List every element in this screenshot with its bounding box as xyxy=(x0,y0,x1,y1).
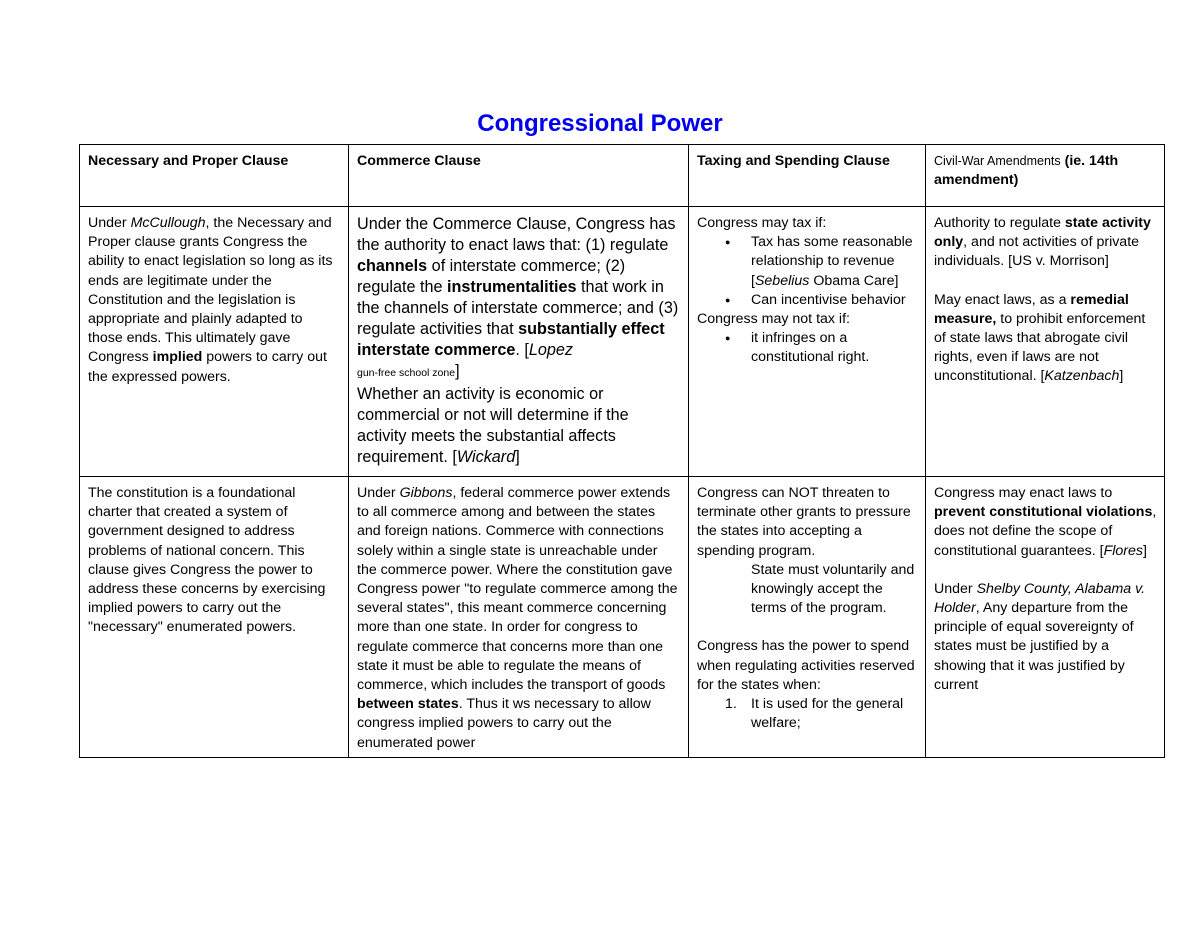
text: May enact laws, as a xyxy=(934,291,1071,308)
text: powers to carry out the expressed powers. xyxy=(88,349,327,385)
emphasis: remedial measure, xyxy=(934,291,1129,327)
text: Authority to regulate xyxy=(934,215,1065,231)
spacer xyxy=(697,618,918,637)
text: ] xyxy=(455,362,460,380)
header-civil-war-amendments xyxy=(926,145,1165,207)
cell-necessary-proper-1 xyxy=(80,207,349,477)
emphasis: substantially effect interstate commerce xyxy=(357,320,665,359)
text: . [ xyxy=(515,341,529,359)
emphasis: channels xyxy=(357,257,428,275)
header-commerce: Commerce Clause xyxy=(349,145,689,207)
cell-civil-war-2 xyxy=(926,477,1165,758)
text: Congress can NOT threaten to terminate other grants to pressure the states into accepting a spending program. xyxy=(697,485,911,559)
list-item xyxy=(751,233,918,291)
text: Obama Care] xyxy=(809,272,899,289)
bullet-list xyxy=(697,329,918,367)
emphasis: state activity only xyxy=(934,215,1151,251)
text: Congress may not tax if: xyxy=(697,311,850,328)
list-number: 1. xyxy=(725,696,737,713)
header-taxing-spending: Taxing and Spending Clause xyxy=(689,145,926,207)
header-civil-war-label: Civil-War Amendments xyxy=(934,154,1061,168)
text: , and not activities of private individuals. [US v. Morrison] xyxy=(934,234,1140,270)
table-row xyxy=(80,477,1165,758)
text: Whether an activity is economic or commercial or not will determine if the activity meets the substantial affects requirement. [ xyxy=(357,385,629,466)
text: of interstate commerce; (2) regulate the xyxy=(357,257,626,296)
text: Congress may enact laws to xyxy=(934,485,1113,501)
text: Congress has the power to spend when regulating activities reserved for the states when: xyxy=(697,638,915,693)
case-name: Katzenbach xyxy=(1044,368,1120,385)
list-item xyxy=(725,695,918,733)
cell-commerce-2 xyxy=(349,477,689,758)
text: . Thus it ws necessary to allow congress implied powers to carry out the enumerated power xyxy=(357,696,651,751)
text: ] xyxy=(1119,368,1124,385)
case-name: Shelby County, Alabama v. Holder xyxy=(934,580,1146,617)
text: Under xyxy=(357,485,400,501)
text: gun-free school zone xyxy=(357,367,456,379)
text: that work in the channels of interstate commerce; and (3) regulate activities that xyxy=(357,278,679,338)
numbered-list xyxy=(697,695,918,733)
table-row xyxy=(80,207,1165,477)
cell-necessary-proper-2: The constitution is a foundational charter that created a system of government designed to address problems of national concern. This clause gives Congress the power to address these concerns by exercising implied powers to carry out the "necessary" enumerated powers. xyxy=(80,477,349,758)
list-item: ● Can incentivise behavior xyxy=(751,291,918,310)
header-row xyxy=(80,145,1165,207)
text: Tax has some reasonable relationship to revenue [ xyxy=(751,234,913,289)
emphasis: prevent constitutional violations xyxy=(934,504,1153,521)
power-table xyxy=(79,144,1165,758)
text: Under xyxy=(934,580,977,597)
text: ] xyxy=(515,448,520,466)
case-name: Sebelius xyxy=(754,272,810,289)
text: Under xyxy=(88,215,131,231)
emphasis: implied xyxy=(152,349,203,366)
page-title: Congressional Power xyxy=(477,110,723,137)
cell-taxing-1 xyxy=(689,207,926,477)
emphasis: between states xyxy=(357,696,459,713)
bullet-list xyxy=(697,233,918,310)
text xyxy=(934,580,1157,695)
text: to prohibit enforcement of state laws that abrogate civil rights, even if laws are not unconstitutional. [ xyxy=(934,310,1146,385)
case-name: McCullough xyxy=(130,215,206,231)
text: Congress may tax if: xyxy=(697,215,827,231)
case-name: Lopez xyxy=(528,341,573,359)
text: ] xyxy=(1143,542,1147,559)
text xyxy=(934,214,1157,272)
text: , does not define the scope of constitutional guarantees. [ xyxy=(934,504,1157,559)
cell-taxing-2 xyxy=(689,477,926,758)
text xyxy=(934,484,1157,561)
text: , federal commerce power extends to all commerce among and between the states and foreign nations. Commerce with connections solely within a single state is unreachable under the commerce power. Where the constitution gave Congress power "to regulate commerce among the several states", this meant commerce concerning more than one state. In order for congress to regulate commerce that concerns more than one state it must be able to regulate the means of commerce, which includes the transport of goods xyxy=(357,485,678,694)
text: It is used for the general welfare; xyxy=(751,696,904,732)
header-14th-label: (ie. 14th amendment) xyxy=(934,153,1119,189)
emphasis: instrumentalities xyxy=(447,278,577,296)
list-item: ● it infringes on a constitutional right. xyxy=(751,329,918,367)
case-name: Flores xyxy=(1103,542,1143,559)
spacer xyxy=(934,561,1157,580)
case-name: Gibbons xyxy=(399,485,453,501)
text: State must voluntarily and knowingly accept the terms of the program. xyxy=(751,561,915,617)
cell-civil-war-1 xyxy=(926,207,1165,477)
text: Under the Commerce Clause, Congress has the authority to enact laws that: (1) regulate xyxy=(357,215,676,254)
text: , the Necessary and Proper clause grants Congress the ability to enact legislation so long as its ends are legitimate under the Constitution and the legislation is appropriate and plainly adapted to those ends. This ultimately gave Congress xyxy=(88,215,333,366)
spacer xyxy=(934,272,1157,291)
header-necessary-proper: Necessary and Proper Clause xyxy=(80,145,349,207)
case-name: Wickard xyxy=(456,448,516,466)
text xyxy=(934,291,1157,387)
text: , Any departure from the principle of equal sovereignty of states must be justified by a showing that it was justified by current xyxy=(934,600,1134,693)
cell-commerce-1 xyxy=(349,207,689,477)
